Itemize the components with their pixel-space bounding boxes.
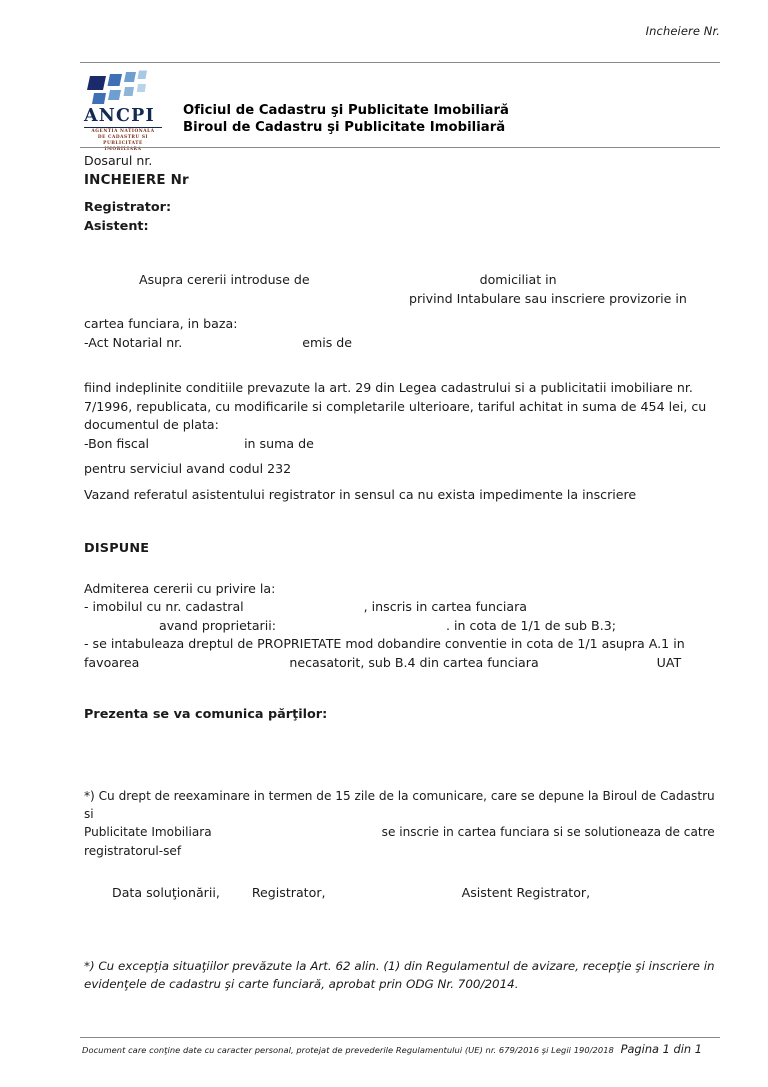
page-title: INCHEIERE Nr (84, 172, 189, 188)
office-name-line-2: Biroul de Cadastru şi Publicitate Imobiliară (183, 120, 506, 136)
document-body (84, 152, 720, 994)
favoarea-label: favoarea (84, 654, 140, 670)
dispune-line-1: Admiterea cererii cu privire la: (84, 580, 276, 596)
cota-b3-label: . in cota de 1/1 de sub B.3; (445, 617, 616, 633)
dispune-heading: DISPUNE (84, 541, 150, 557)
dispune-line-2 (84, 598, 720, 617)
intro-line-1-text: Asupra cererii introduse de (139, 272, 310, 288)
note-line-1: *) Cu drept de reexaminare in termen de 15 zile de la comunicare, care se depune la Biroul de Cadastru si (84, 789, 715, 822)
registrator-label: Registrator: (84, 200, 172, 216)
ancpi-logo (82, 70, 174, 153)
necasatorit-b4-label: necasatorit, sub B.4 din cartea funciara (289, 654, 539, 670)
page-footer (82, 1042, 720, 1056)
intro-block (84, 271, 720, 352)
bon-fiscal-label: -Bon fiscal (84, 435, 150, 451)
letterhead (82, 70, 722, 153)
emis-de-label: emis de (302, 334, 353, 350)
cond-line-3: documentul de plata: (84, 417, 219, 433)
comunica-heading: Prezenta se va comunica părţilor: (84, 707, 328, 723)
note-line-2 (84, 823, 720, 859)
dispune-line-3 (84, 617, 720, 636)
conditions-block (84, 379, 720, 504)
cond-line-1: fiind indeplinite conditiile prevazute la art. 29 din Legea cadastrului si a publicitatii imobiliare nr. (84, 380, 693, 396)
office-name-line-1: Oficiul de Cadastru şi Publicitate Imobiliară (183, 103, 509, 118)
cond-line-4 (84, 435, 720, 454)
ancpi-subtitle (84, 129, 162, 153)
in-suma-de-label: in suma de (244, 435, 314, 451)
ancpi-subtitle-line-3: PUBLICITATE IMOBILIARA (103, 141, 143, 153)
cond-line-2: 7/1996, republicata, cu modificarile si completarile ulterioare, tariful achitat in suma de 454 lei, cu (84, 398, 707, 414)
footer-divider (80, 1037, 720, 1038)
footnote-line-2: evidenţele de cadastru şi carte funciară, aprobat prin ODG Nr. 700/2014. (84, 977, 519, 992)
office-names (183, 102, 509, 136)
dosar-number-label: Dosarul nr. (84, 153, 153, 168)
footnote-line-1: *) Cu excepţia situaţiilor prevăzute la Art. 62 alin. (1) din Regulamentul de avizare, recepţie şi inscriere in (84, 959, 715, 974)
cond-line-5: pentru serviciul avand codul 232 (84, 461, 292, 477)
publicitate-imobiliara-label: Publicitate Imobiliara (84, 825, 212, 840)
running-header: Incheiere Nr. (645, 24, 720, 38)
intro-line-4 (84, 334, 720, 353)
page-number: Pagina 1 din 1 (620, 1042, 702, 1056)
reexaminare-note (84, 787, 720, 860)
proprietari-label: avand proprietarii: (159, 617, 276, 633)
inscris-cartea-funciara-label: , inscris in cartea funciara (363, 599, 528, 615)
intro-line-1-right: domiciliat in (479, 272, 557, 288)
cond-line-6: Vazand referatul asistentului registrator in sensul ca nu exista impedimente la inscriere (84, 486, 637, 502)
intro-line-2: privind Intabulare sau inscriere provizorie in (409, 290, 687, 306)
header-divider-top (80, 62, 720, 63)
signature-row: Data soluţionării, Registrator, Asistent Registrator, (112, 884, 591, 900)
dispune-line-4: - se intabuleaza dreptul de PROPRIETATE mod dobandire conventie in cota de 1/1 asupra A.1 in (84, 636, 685, 652)
uat-label: UAT (656, 654, 682, 670)
intro-line-3: cartea funciara, in baza: (84, 316, 238, 332)
imobil-cadastral-label: - imobilul cu nr. cadastral (84, 599, 244, 615)
asistent-label: Asistent: (84, 218, 149, 234)
ancpi-subtitle-line-1: AGENTIA NATIONALA (91, 129, 155, 134)
ancpi-wordmark: ANCPI (84, 108, 162, 128)
header-divider-bottom (80, 147, 720, 148)
note-line-2-text: se inscrie in cartea funciara si se solutioneaza de catre registratorul-sef (84, 825, 715, 858)
ancpi-subtitle-line-2: DE CADASTRU SI (97, 135, 149, 141)
dispune-line-5 (84, 654, 720, 673)
intro-line-1 (84, 271, 720, 290)
privacy-notice: Document care conţine date cu caracter personal, protejat de prevederile Regulamentului (UE) nr. 679/2016 şi Legii 190/2018 (82, 1045, 614, 1055)
ancpi-logo-mark-icon (86, 70, 148, 108)
act-notarial-label: -Act Notarial nr. (84, 334, 183, 350)
exception-footnote (84, 958, 720, 994)
dispune-block (84, 580, 720, 673)
